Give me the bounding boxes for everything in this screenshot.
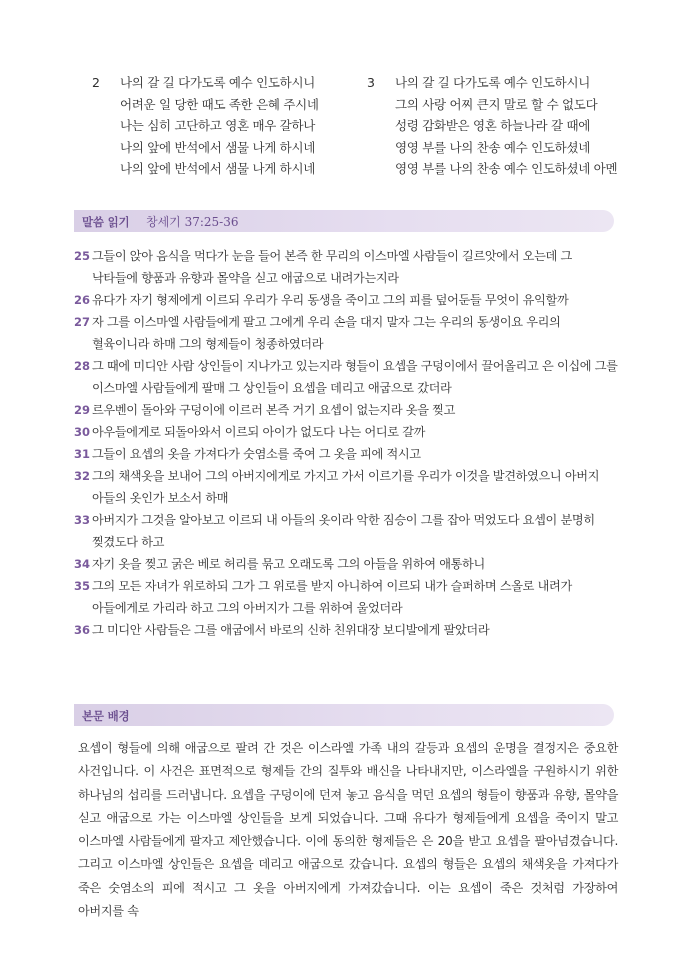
verse-text: 자기 옷을 찢고 굵은 베로 허리를 묶고 오래도록 그의 아들을 위하여 애통하니 — [92, 557, 485, 571]
stanza-number: 2 — [92, 75, 100, 90]
verse-text: 아우들에게로 되돌아와서 이르되 아이가 없도다 나는 어디로 갈까 — [92, 425, 426, 439]
verse — [74, 465, 619, 509]
stanza-lines — [120, 72, 360, 180]
stanza-line: 나의 앞에 반석에서 샘물 나게 하시네 — [120, 139, 315, 155]
reading-label: 말씀 읽기 — [82, 215, 130, 229]
background-paragraph: 요셉이 형들에 의해 애굽으로 팔려 간 것은 이스라엘 가족 내의 갈등과 요셉의 운명을 결정지은 중요한 사건입니다. 이 사건은 표면적으로 형제들 간의 질투와 배신을 나타내지만, 이스라엘을 구원하시기 위한 하나님의 섭리를 드러냅니다. 요셉을 구덩이에 던져 놓고 음식을 먹던 요셉의 형들이 향품과 유향, 몰약을 싣고 애굽으로 가는 이스마엘 상인들을 보게 되었습니다. 그때 유다가 형제들에게 요셉을 죽이지 말고 이스마엘 사람들에게 팔자고 제안했습니다. 이에 동의한 형제들은 은 20을 받고 요셉을 팔아넘겼습니다. 그리고 이스마엘 상인들은 요셉을 데리고 애굽으로 갔습니다. 요셉의 형들은 요셉의 채색옷을 가져다가 죽은 숫염소의 피에 적시고 그 옷을 아버지에게 가져갔습니다. 이는 요셉이 죽은 것처럼 가장하여 아버지를 속 — [78, 741, 618, 919]
verse-text: 그들이 앉아 음식을 먹다가 눈을 들어 본즉 한 무리의 이스마엘 사람들이 길르앗에서 오는데 그 낙타들에 향품과 유향과 몰약을 싣고 애굽으로 내려가는지라 — [92, 249, 572, 285]
verse-number: 35 — [74, 579, 91, 593]
verse-text: 그의 채색옷을 보내어 그의 아버지에게로 가지고 가서 이르기를 우리가 이것을 발견하였으니 아버지 아들의 옷인가 보소서 하매 — [92, 469, 600, 505]
stanza-number: 3 — [367, 75, 375, 90]
verse-text: 아버지가 그것을 알아보고 이르되 내 아들의 옷이라 악한 짐승이 그를 잡아 먹었도다 요셉이 분명히 찢겼도다 하고 — [92, 513, 595, 549]
verse-number: 32 — [74, 469, 91, 483]
scripture-passage — [74, 245, 619, 641]
verse-text: 그의 모든 자녀가 위로하되 그가 그 위로를 받지 아니하여 이르되 내가 슬퍼하며 스올로 내려가 아들에게로 가리라 하고 그의 아버지가 그를 위하여 울었더라 — [92, 579, 572, 615]
verse — [74, 575, 619, 619]
verse-text: 그 미디안 사람들은 그를 애굽에서 바로의 신하 친위대장 보디발에게 팔았더라 — [92, 623, 490, 637]
stanza-line: 나의 갈 길 다가도록 예수 인도하시니 — [395, 75, 590, 90]
verse-number: 31 — [74, 447, 91, 461]
reading-header-bar — [74, 210, 614, 232]
background-header-bar — [74, 704, 614, 726]
verse-number: 36 — [74, 623, 91, 637]
verse — [74, 289, 619, 311]
verse-number: 27 — [74, 315, 91, 329]
stanza-line: 나의 갈 길 다가도록 예수 인도하시니 — [120, 75, 315, 90]
verse-text: 자 그를 이스마엘 사람들에게 팔고 그에게 우리 손을 대지 말자 그는 우리의 동생이요 우리의 혈육이니라 하매 그의 형제들이 청종하였더라 — [92, 315, 561, 351]
verse — [74, 355, 619, 399]
verse-text: 그들이 요셉의 옷을 가져다가 숫염소를 죽여 그 옷을 피에 적시고 — [92, 447, 421, 461]
verse-text: 유다가 자기 형제에게 이르되 우리가 우리 동생을 죽이고 그의 피를 덮어둔들 무엇이 유익할까 — [92, 293, 569, 307]
verse — [74, 311, 619, 355]
verse-number: 26 — [74, 293, 91, 307]
verse — [74, 509, 619, 553]
stanza-lines — [395, 72, 635, 180]
scripture-reference: 창세기 37:25-36 — [146, 215, 239, 229]
stanza-line: 나의 앞에 반석에서 샘물 나게 하시네 — [120, 161, 315, 176]
verse — [74, 421, 619, 443]
verse-number: 25 — [74, 249, 91, 263]
verse — [74, 399, 619, 421]
background-label: 본문 배경 — [82, 709, 130, 723]
verse — [74, 245, 619, 289]
stanza-line: 나는 심히 고단하고 영혼 매우 갈하나 — [120, 118, 315, 133]
stanza-line: 영영 부를 나의 찬송 예수 인도하셨네 — [395, 139, 590, 155]
verse-number: 33 — [74, 513, 91, 527]
verse-text: 그 때에 미디안 사람 상인들이 지나가고 있는지라 형들이 요셉을 구덩이에서 끌어올리고 은 이십에 그를 이스마엘 사람들에게 팔매 그 상인들이 요셉을 데리고 애굽으로 갔더라 — [92, 359, 618, 395]
verse-text: 르우벤이 돌아와 구덩이에 이르러 본즉 거기 요셉이 없는지라 옷을 찢고 — [92, 403, 455, 417]
stanza-line: 영영 부를 나의 찬송 예수 인도하셨네 아멘 — [395, 161, 618, 176]
verse-number: 28 — [74, 359, 91, 373]
verse — [74, 443, 619, 465]
stanza-line: 그의 사랑 어찌 큰지 말로 할 수 없도다 — [395, 96, 598, 112]
verse-number: 29 — [74, 403, 91, 417]
verse — [74, 619, 619, 641]
verse-number: 30 — [74, 425, 91, 439]
verse-number: 34 — [74, 557, 91, 571]
hymn-lyrics — [92, 72, 632, 187]
stanza-line: 어려운 일 당한 때도 족한 은혜 주시네 — [120, 96, 319, 112]
background-section — [78, 737, 618, 923]
verse — [74, 553, 619, 575]
stanza-line: 성령 감화받은 영혼 하늘나라 갈 때에 — [395, 118, 590, 133]
